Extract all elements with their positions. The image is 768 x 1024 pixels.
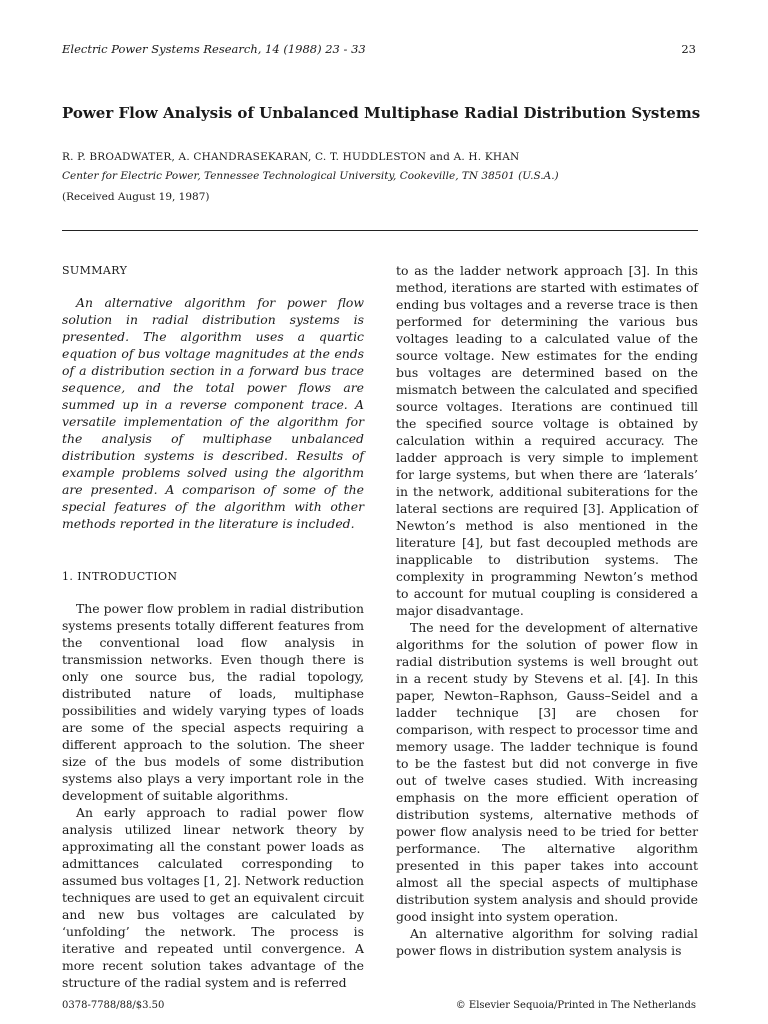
header-divider <box>62 230 698 231</box>
author-list: R. P. BROADWATER, A. CHANDRASEKARAN, C. T. HUDDLESTON and A. H. KHAN <box>62 151 520 163</box>
right-paragraph-3: An alternative algorithm for solving radial power flows in distribution system analysis is <box>396 926 698 958</box>
page-number: 23 <box>681 42 696 56</box>
publisher-line: © Elsevier Sequoia/Printed in The Netherlands <box>455 1000 696 1011</box>
paper-title: Power Flow Analysis of Unbalanced Multiphase Radial Distribution Systems <box>62 104 701 122</box>
issn-code: 0378-7788/88/$3.50 <box>62 1000 165 1011</box>
affiliation: Center for Electric Power, Tennessee Technological University, Cookeville, TN 38501 (U.S.A.) <box>62 170 559 182</box>
summary-text: An alternative algorithm for power flow solution in radial distribution systems is presented. The algorithm uses a quartic equation of bus voltage magnitudes at the ends of a distribution section in a forward bus trace sequence, and the total power flows are summed up in a reverse component trace. A versatile implementation of the algorithm for the analysis of multiphase unbalanced distribution systems is described. Results of example problems solved using the algorithm are presented. A comparison of some of the special features of the algorithm with other methods reported in the literature is included. <box>62 295 364 531</box>
right-column <box>396 262 698 959</box>
summary-heading: SUMMARY <box>62 264 128 277</box>
introduction-paragraph-1: The power flow problem in radial distribution systems presents totally different features from the conventional load flow analysis in transmission networks. Even though there is only one source bus, the radial topology, distributed nature of loads, multiphase possibilities and widely varying types of loads are some of the special aspects requiring a different approach to the solution. The sheer size of the bus models of some distribution systems also plays a very important role in the development of suitable algorithms. <box>62 601 364 803</box>
right-paragraph-1: to as the ladder network approach [3]. In this method, iterations are started with estimates of ending bus voltages and a reverse trace is then performed for determining the various bus voltages leading to a calculated value of the source voltage. New estimates for the ending bus voltages are determined based on the mismatch between the calculated and specified source voltages. Iterations are continued till the specified source voltage is obtained by calculation within a required accuracy. The ladder approach is very simple to implement for large systems, but when there are ‘laterals’ in the network, additional subiterations for the lateral sections are required [3]. Application of Newton’s method is also mentioned in the literature [4], but fast decoupled methods are inapplicable to distribution systems. The complexity in programming Newton’s method to account for mutual coupling is considered a major disadvantage. <box>396 263 698 618</box>
introduction-paragraph-2: An early approach to radial power flow analysis utilized linear network theory by approximating all the constant power loads as admittances calculated corresponding to assumed bus voltages [1, 2]. Network reduction techniques are used to get an equivalent circuit and new bus voltages are calculated by ‘unfolding’ the network. The process is iterative and repeated until convergence. A more recent solution takes advantage of the structure of the radial system and is referred <box>62 805 364 990</box>
received-date: (Received August 19, 1987) <box>62 191 210 203</box>
introduction-heading: 1. INTRODUCTION <box>62 570 178 583</box>
left-column <box>62 262 364 991</box>
right-paragraph-2: The need for the development of alternative algorithms for the solution of power flow in radial distribution systems is well brought out in a recent study by Stevens et al. [4]. In this paper, Newton–Raphson, Gauss–Seidel and a ladder technique [3] are chosen for comparison, with respect to processor time and memory usage. The ladder technique is found to be the fastest but did not converge in five out of twelve cases studied. With increasing emphasis on the more efficient operation of distribution systems, alternative methods of power flow analysis need to be tried for better performance. The alternative algorithm presented in this paper takes into account almost all the special aspects of multiphase distribution system analysis and should provide good insight into system operation. <box>396 620 698 924</box>
journal-citation: Electric Power Systems Research, 14 (1988) 23 - 33 <box>62 42 366 56</box>
